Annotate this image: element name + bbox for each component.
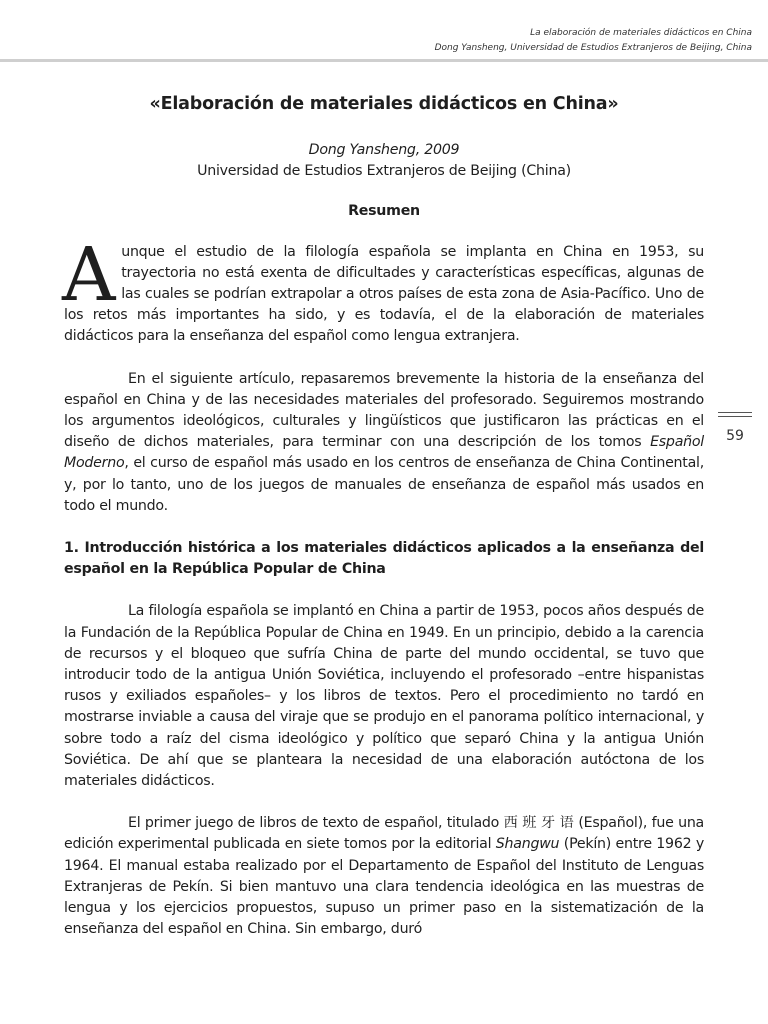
- abstract-paragraph-2-text-a: En el siguiente artículo, repasaremos brevemente la historia de la enseñanza del español en China y de las necesidades materiales del profesorado. Seguiremos mostrando los argumentos ideológicos, culturales y lingüísticos que justificaron las prácticas en el diseño de dichos materiales, para terminar con una descripción de los tomos: [64, 370, 704, 451]
- article-author: Dong Yansheng, 2009: [308, 142, 460, 158]
- page-number-rule: [718, 416, 752, 417]
- running-head-title: La elaboración de materiales didácticos en China: [530, 28, 752, 38]
- article-title: «Elaboración de materiales didácticos en China»: [149, 94, 619, 114]
- abstract-paragraph-1-text: unque el estudio de la filología española se implanta en China en 1953, su trayectoria no está exenta de dificultades y características específicas, algunas de las cuales se podrían extrapolar a otros países de esta zona de Asia-Pacífico. Uno de los retos más importantes ha sido, y es todavía, el de la elaboración de materiales didácticos para la enseñanza del español como lengua extranjera.: [64, 243, 704, 345]
- article-body: [64, 92, 704, 941]
- running-head: [435, 26, 752, 56]
- section-1-heading: 1. Introducción histórica a los materiales didácticos aplicados a la enseñanza del español en la República Popular de China: [64, 540, 704, 578]
- article-affiliation: Universidad de Estudios Extranjeros de Beijing (China): [197, 163, 571, 180]
- page-number-rule: [718, 412, 752, 413]
- abstract-paragraph-2: [64, 369, 704, 517]
- body-paragraph-2-text-a: El primer juego de libros de texto de español, titulado: [128, 815, 504, 832]
- publisher-name: Shangwu: [495, 836, 560, 853]
- running-head-author: Dong Yansheng, Universidad de Estudios Extranjeros de Beijing, China: [434, 43, 752, 53]
- body-paragraph-1: La filología española se implantó en China a partir de 1953, pocos años después de la Fundación de la República Popular de China en 1949. En un principio, debido a la carencia de recursos y el bloqueo que sufría China de parte del mundo occidental, se tuvo que introducir todo de la antigua Unión Soviética, incluyendo el profesorado –entre hispanistas rusos y exiliados españoles– y los libros de textos. Pero el procedimiento no tardó en mostrarse inviable a causa del viraje que se produjo en el panorama político internacional, y sobre todo a raíz del cisma ideológico y político que separó China y la antigua Unión Soviética. De ahí que se planteara la necesidad de una elaboración autóctona de los materiales didácticos.: [64, 603, 704, 790]
- body-paragraph-2-text-c: (Pekín) entre 1962 y 1964. El manual estaba realizado por el Departamento de Español del Instituto de Lenguas Extranjeras de Pekín. Si bien mantuvo una clara tendencia ideológica en las muestras de lengua y los ejercicios propuestos, supuso un primer paso en la sistematización de la enseñanza del español en China. Sin embargo, duró: [64, 836, 704, 938]
- abstract-paragraph-1: [62, 231, 704, 348]
- page-number: 59: [726, 428, 744, 444]
- chinese-title: 西 班 牙 语: [503, 815, 574, 832]
- book-title-espanol-moderno: Español Moderno: [64, 434, 704, 472]
- abstract-paragraph-2-text-b: , el curso de español más usado en los centros de enseñanza de China Continental, y, por lo tanto, uno de los juegos de manuales de enseñanza de español más usados en todo el mundo.: [64, 455, 704, 514]
- body-paragraph-2: [64, 813, 704, 940]
- body-paragraph-2-text-b: (Español), fue una edición experimental publicada en siete tomos por la editorial: [64, 815, 705, 853]
- abstract-heading: Resumen: [348, 203, 420, 220]
- drop-cap: A: [62, 231, 116, 318]
- header-divider: [0, 59, 768, 62]
